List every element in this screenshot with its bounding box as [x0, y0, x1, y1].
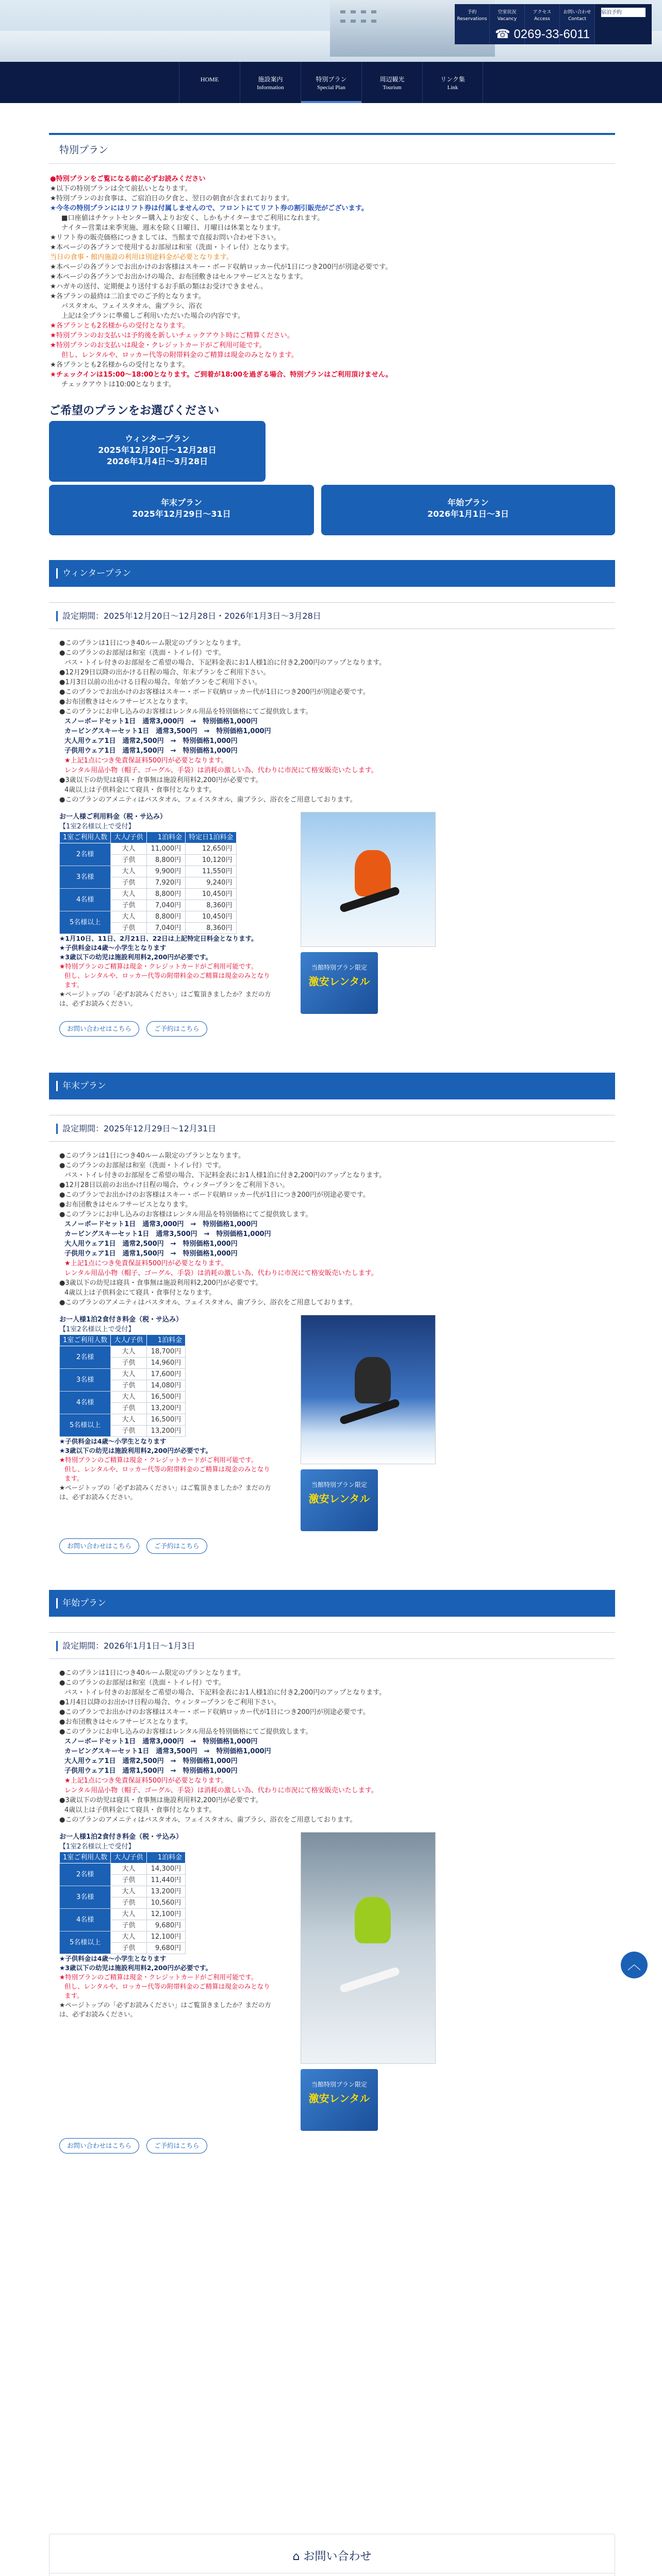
- intro-line: ★本ページの各プランでお出かけのお客様はスキー・ボード収納ロッカー代が1日につき200円が別途必要です。: [50, 263, 392, 271]
- price-table-wrap: [59, 812, 276, 1014]
- rental-badge-title: 激安レンタル: [308, 975, 370, 988]
- note-line: 但し、レンタルや、ロッカー代等の附帯料金のご精算は現金のみとなります。: [64, 1465, 270, 1482]
- intro-notice: [49, 164, 615, 389]
- top-utility-bar: [455, 4, 652, 44]
- table-cell: 大人: [111, 843, 146, 855]
- detail-line: レンタル用品小物（帽子、ゴーグル、手袋）は消耗の激しい為、代わりに市況にて格安販売いたします。: [64, 767, 378, 774]
- rental-badge-title: 激安レンタル: [308, 1493, 370, 1505]
- table-group-cell: 3名様: [60, 1369, 111, 1392]
- table-row: [60, 1414, 186, 1426]
- table-group-cell: 4名様: [60, 889, 111, 911]
- intro-line: パスタオル、フェイスタオル、歯ブラシ、浴衣: [61, 302, 202, 310]
- detail-line: ★上記1点につき免責保証料500円が必要となります。: [64, 1260, 228, 1267]
- contact-link-button[interactable]: お問い合わせはこちら: [59, 2138, 139, 2154]
- table-cell: 子供: [111, 1358, 146, 1369]
- price-table-header: 大人/子供: [111, 1852, 146, 1863]
- intro-line: ★特別プランのお食事は、ご宿泊日の夕食と、翌日の朝食が含まれております。: [50, 195, 294, 202]
- table-group-cell: 4名様: [60, 1909, 111, 1931]
- table-cell: 11,550円: [186, 866, 237, 877]
- price-table: [59, 1334, 186, 1437]
- table-cell: 子供: [111, 877, 146, 889]
- new-year-plan-button[interactable]: 年始プラン 2026年1月1日〜3日: [321, 485, 615, 535]
- plan-section-winter: [49, 560, 615, 1037]
- detail-line: ●このプランでお出かけのお客様はスキー・ボード収納ロッカー代が1日につき200円が別途必要です。: [59, 1191, 370, 1199]
- home-icon: ⌂: [292, 2550, 300, 2563]
- vacancy-link[interactable]: 空室状況 Vacancy: [490, 4, 525, 44]
- table-row: [60, 1346, 186, 1358]
- table-cell: 8,360円: [186, 900, 237, 911]
- table-cell: 12,650円: [186, 843, 237, 855]
- price-table: [59, 1852, 186, 1954]
- year-end-plan-button[interactable]: 年末プラン 2025年12月29日〜31日: [49, 485, 314, 535]
- contact-title: ⌂ お問い合わせ: [49, 2534, 615, 2573]
- table-cell: 大人: [111, 1369, 146, 1380]
- table-cell: 7,040円: [146, 900, 186, 911]
- detail-line: カービングスキーセット1日 通常3,500円 → 特別価格1,000円: [64, 1230, 271, 1238]
- rental-badge-label: 当館特別プラン限定: [311, 1481, 367, 1488]
- table-cell: 9,680円: [146, 1920, 186, 1931]
- price-table-subtitle: 【1室2名様以上で受付】: [59, 1326, 135, 1333]
- table-cell: 7,920円: [146, 877, 186, 889]
- snowboard: [339, 1967, 400, 1993]
- note-line: 但し、レンタルや、ロッカー代等の附帯料金のご精算は現金のみとなります。: [64, 972, 270, 989]
- note-line: ★特別プランのご精算は現金・クレジットカードがご利用可能です。: [59, 1973, 258, 1981]
- detail-line: レンタル用品小物（帽子、ゴーグル、手袋）は消耗の激しい為、代わりに市況にて格安販売いたします。: [64, 1269, 378, 1277]
- plan-price-grid: [59, 812, 605, 1014]
- reserve-link-button[interactable]: ご予約はこちら: [146, 1021, 207, 1037]
- table-group-cell: 5名様以上: [60, 911, 111, 934]
- reservations-link[interactable]: 予約 Reservations: [455, 4, 490, 44]
- plan-period: 設定期間：2026年1月1日〜1月3日: [49, 1632, 615, 1659]
- price-table-header: 特定日1泊料金: [186, 832, 237, 843]
- detail-line: ●このプランのアメニティはバスタオル、フェイスタオル、歯ブラシ、浴衣をご用意しております。: [59, 1816, 357, 1824]
- detail-line: ●このプランでお出かけのお客様はスキー・ボード収納ロッカー代が1日につき200円が別途必要です。: [59, 688, 370, 696]
- reserve-link-button[interactable]: ご予約はこちら: [146, 1538, 207, 1554]
- plan-details: [49, 1142, 615, 1554]
- plan-select-buttons: [49, 421, 615, 524]
- intro-line: ナイター営業は来季実施、週末を除く日曜日、月曜日は休業となります。: [61, 224, 285, 232]
- table-cell: 14,080円: [146, 1380, 186, 1392]
- note-line: ★特別プランのご精算は現金・クレジットカードがご利用可能です。: [59, 1456, 258, 1464]
- table-group-cell: 2名様: [60, 1863, 111, 1886]
- snowboarder-photo: [301, 812, 436, 947]
- intro-line: ★リフト券の販売価格につきましては、当館まで直接お問い合わせ下さい。: [50, 234, 280, 242]
- table-cell: 大人: [111, 1346, 146, 1358]
- detail-line: ●お布団敷きはセルフサービスとなります。: [59, 1201, 192, 1209]
- table-cell: 13,200円: [146, 1403, 186, 1414]
- plan-section-year-end: [49, 1073, 615, 1554]
- detail-line: スノーボードセット1日 通常3,000円 → 特別価格1,000円: [64, 1221, 258, 1228]
- table-cell: 8,800円: [146, 889, 186, 900]
- nav-link[interactable]: リンク集 Link: [422, 62, 483, 103]
- detail-line: ●このプランのお部屋は和室（洗面・トイレ付）です。: [59, 649, 225, 657]
- table-cell: 17,600円: [146, 1369, 186, 1380]
- detail-line: ●このプランにお申し込みのお客様はレンタル用品を特別価格にてご提供致します。: [59, 1728, 312, 1736]
- plan-links: [59, 1538, 605, 1554]
- detail-line: 子供用ウェア1日 通常1,500円 → 特別価格1,000円: [64, 747, 238, 755]
- table-row: [60, 1886, 186, 1897]
- detail-line: 4歳以上は子供料金にて寝具・食事付となります。: [64, 1806, 216, 1814]
- detail-line: レンタル用品小物（帽子、ゴーグル、手袋）は消耗の激しい為、代わりに市況にて格安販売いたします。: [64, 1787, 378, 1794]
- table-cell: 子供: [111, 1403, 146, 1414]
- table-group-cell: 5名様以上: [60, 1931, 111, 1954]
- intro-line: 当日の食事・館内施設の利用は別途料金が必要となります。: [50, 253, 234, 261]
- price-table-header: 1泊料金: [146, 832, 186, 843]
- table-row: [60, 866, 237, 877]
- table-cell: 12,100円: [146, 1909, 186, 1920]
- table-cell: 8,800円: [146, 855, 186, 866]
- table-row: [60, 889, 237, 900]
- detail-line: ●このプランのアメニティはバスタオル、フェイスタオル、歯ブラシ、浴衣をご用意しております。: [59, 796, 357, 804]
- detail-line: 大人用ウェア1日 通常2,500円 → 特別価格1,000円: [64, 737, 238, 745]
- phone-icon: ☎: [494, 27, 510, 41]
- rental-badge-title: 激安レンタル: [308, 2092, 370, 2105]
- table-cell: 11,000円: [146, 843, 186, 855]
- detail-line: ●お布団敷きはセルフサービスとなります。: [59, 1718, 192, 1726]
- note-line: 但し、レンタルや、ロッカー代等の附帯料金のご精算は現金のみとなります。: [64, 1982, 270, 1999]
- contact-box: [49, 2534, 615, 2576]
- detail-line: 子供用ウェア1日 通常1,500円 → 特別価格1,000円: [64, 1250, 238, 1258]
- detail-line: カービングスキーセット1日 通常3,500円 → 特別価格1,000円: [64, 727, 271, 735]
- detail-line: バス・トイレ付きのお部屋をご希望の場合、下記料金表にお1人様1泊に付き2,200円のアップとなります。: [64, 1689, 386, 1697]
- plan-select-title: ご希望のプランをお選びください: [49, 404, 220, 417]
- detail-line: バス・トイレ付きのお部屋をご希望の場合、下記料金表にお1人様1泊に付き2,200円のアップとなります。: [64, 1172, 386, 1179]
- rental-badge-label: 当館特別プラン限定: [311, 964, 367, 971]
- note-line: ★ページトップの「必ずお読みください」はご覧頂きましたか？まだの方は、必ずお読みください。: [59, 2001, 271, 2018]
- table-cell: 11,440円: [146, 1875, 186, 1886]
- detail-line: バス・トイレ付きのお部屋をご希望の場合、下記料金表にお1人様1泊に付き2,200円のアップとなります。: [64, 659, 386, 667]
- nav-special-plan[interactable]: 特別プラン Special Plan: [301, 62, 361, 103]
- table-cell: 大人: [111, 911, 146, 923]
- intro-line: ★特別プランのお支払いは現金・クレジットカードがご利用可能です。: [50, 342, 266, 349]
- table-cell: 大人: [111, 889, 146, 900]
- price-table-header: 1室ご利用人数: [60, 832, 111, 843]
- plan-heading: 年末プラン: [49, 1073, 615, 1099]
- price-table-title: お一人様1泊2食付き料金（税・サ込み）: [59, 1316, 183, 1324]
- table-cell: 12,100円: [146, 1931, 186, 1943]
- intro-line: ★本ページの各プランで使用するお部屋は和室（洗面・トイレ付）となります。: [50, 244, 293, 251]
- table-cell: 子供: [111, 923, 146, 934]
- rental-badge: [301, 2069, 378, 2131]
- table-cell: 18,700円: [146, 1346, 186, 1358]
- detail-line: 大人用ウェア1日 通常2,500円 → 特別価格1,000円: [64, 1240, 238, 1248]
- plan-period: 設定期間：2025年12月29日〜12月31日: [49, 1115, 615, 1142]
- detail-line: ●このプランのお部屋は和室（洗面・トイレ付）です。: [59, 1162, 225, 1170]
- intro-line: ★特別プランのお支払いは予約後を新しいチェックアウト時にご精算ください。: [50, 332, 294, 340]
- plan-details: [49, 1659, 615, 2154]
- table-cell: 子供: [111, 900, 146, 911]
- table-group-cell: 4名様: [60, 1392, 111, 1414]
- detail-line: ●3歳以下の幼児は寝具・食事無は施設利用料2,200円が必要です。: [59, 1797, 262, 1804]
- note-line: ★ページトップの「必ずお読みください」はご覧頂きましたか？まだの方は、必ずお読みください。: [59, 990, 271, 1007]
- table-cell: 子供: [111, 1380, 146, 1392]
- table-cell: 大人: [111, 866, 146, 877]
- table-cell: 13,200円: [146, 1426, 186, 1437]
- price-table-title: お一人様1泊2食付き料金（税・サ込み）: [59, 1833, 183, 1841]
- note-line: ★子供料金は4歳〜小学生となります: [59, 1955, 167, 1962]
- table-cell: 大人: [111, 1931, 146, 1943]
- main-nav: [0, 62, 662, 103]
- detail-line: 4歳以上は子供料金にて寝具・食事付となります。: [64, 1289, 216, 1297]
- site-header: [0, 0, 662, 103]
- detail-line: ●このプランにお申し込みのお客様はレンタル用品を特別価格にてご提供致します。: [59, 708, 312, 716]
- intro-line: ★以下の特別プランは全て前払いとなります。: [50, 185, 192, 193]
- price-table-wrap: [59, 1832, 276, 2131]
- table-cell: 14,300円: [146, 1863, 186, 1875]
- detail-line: ●3歳以下の幼児は寝具・食事無は施設利用料2,200円が必要です。: [59, 776, 262, 784]
- table-cell: 大人: [111, 1414, 146, 1426]
- intro-line: ★各プランの最終は二泊までのご予約となります。: [50, 293, 205, 300]
- main-content: [49, 133, 615, 2154]
- page-title: 特別プラン: [49, 135, 615, 164]
- table-row: [60, 1931, 186, 1943]
- table-cell: 子供: [111, 1875, 146, 1886]
- table-row: [60, 1909, 186, 1920]
- winter-plan-button[interactable]: ウィンタープラン 2025年12月20日〜12月28日 2026年1月4日〜3月28日: [49, 421, 266, 482]
- intro-line: ★各プランとも2名様からの受付となります。: [50, 322, 189, 330]
- table-row: [60, 911, 237, 923]
- plan-price-grid: [59, 1832, 605, 2131]
- table-cell: 9,240円: [186, 877, 237, 889]
- table-group-cell: 5名様以上: [60, 1414, 111, 1437]
- snowboarder-photo: [301, 1832, 436, 2064]
- detail-line: ●このプランでお出かけのお客様はスキー・ボード収納ロッカー代が1日につき200円が別途必要です。: [59, 1708, 370, 1716]
- contact-link[interactable]: お問い合わせ Contact: [560, 4, 595, 44]
- table-row: [60, 1392, 186, 1403]
- table-cell: 10,120円: [186, 855, 237, 866]
- detail-line: ●お布団敷きはセルフサービスとなります。: [59, 698, 192, 706]
- price-table-subtitle: 【1室2名様以上で受付】: [59, 1843, 135, 1851]
- table-cell: 9,900円: [146, 866, 186, 877]
- price-table: [59, 832, 237, 934]
- detail-line: ●3歳以下の幼児は寝具・食事無は施設利用料2,200円が必要です。: [59, 1279, 262, 1287]
- nav-home[interactable]: HOME: [179, 62, 240, 103]
- table-cell: 9,680円: [146, 1943, 186, 1954]
- table-cell: 13,200円: [146, 1886, 186, 1897]
- note-line: ★1月10日、11日、2月21日、22日は上記特定日料金となります。: [59, 935, 258, 942]
- note-line: ★特別プランのご精算は現金・クレジットカードがご利用可能です。: [59, 962, 258, 970]
- table-group-cell: 2名様: [60, 843, 111, 866]
- reserve-link-button[interactable]: ご予約はこちら: [146, 2138, 207, 2154]
- price-table-header: 1室ご利用人数: [60, 1852, 111, 1863]
- note-line: ★3歳以下の幼児は施設利用料2,200円が必要です。: [59, 953, 212, 961]
- detail-line: ●このプランは1日につき40ルーム限定のプランとなります。: [59, 639, 245, 647]
- price-table-header: 大人/子供: [111, 1335, 146, 1346]
- table-cell: 子供: [111, 1920, 146, 1931]
- detail-line: ●このプランにお申し込みのお客様はレンタル用品を特別価格にてご提供致します。: [59, 1211, 312, 1218]
- table-cell: 10,450円: [186, 911, 237, 923]
- table-cell: 16,500円: [146, 1392, 186, 1403]
- price-table-header: 1室ご利用人数: [60, 1335, 111, 1346]
- note-line: ★3歳以下の幼児は施設利用料2,200円が必要です。: [59, 1447, 212, 1454]
- table-group-cell: 3名様: [60, 1886, 111, 1909]
- intro-line: ★今冬の特別プランにはリフト券は付属しませんので、フロントにてリフト券の割引販売がございます。: [50, 205, 369, 212]
- table-cell: 大人: [111, 1909, 146, 1920]
- table-cell: 8,360円: [186, 923, 237, 934]
- detail-line: ●このプランは1日につき40ルーム限定のプランとなります。: [59, 1669, 245, 1677]
- detail-line: ●12月29日以降の出かける日程の場合、年末プランをご利用下さい。: [59, 669, 270, 676]
- plan-details: [49, 629, 615, 1037]
- intro-line: ●特別プランをご覧になる前に必ずお読みください: [50, 175, 206, 183]
- table-cell: 8,800円: [146, 911, 186, 923]
- price-table-wrap: [59, 1315, 276, 1531]
- detail-line: ●このプランのアメニティはバスタオル、フェイスタオル、歯ブラシ、浴衣をご用意しております。: [59, 1299, 357, 1307]
- table-cell: 大人: [111, 1392, 146, 1403]
- plan-photo-column: [301, 812, 436, 1014]
- contact-link-button[interactable]: お問い合わせはこちら: [59, 1538, 139, 1554]
- back-to-top-button[interactable]: [621, 1952, 648, 1978]
- intro-line: ■口座値はチケットセンター購入よりお安く、しかもナイターまでご利用になれます。: [61, 214, 324, 222]
- note-line: ★子供料金は4歳〜小学生となります: [59, 944, 167, 952]
- rental-badge: [301, 952, 378, 1014]
- intro-line: ★本ページの各プランでお出かけの場合、お布団敷きはセルフサービスとなります。: [50, 273, 307, 281]
- header-phone-number: 0269-33-6011: [514, 27, 590, 41]
- access-link[interactable]: アクセス Access: [525, 4, 560, 44]
- detail-line: 子供用ウェア1日 通常1,500円 → 特別価格1,000円: [64, 1767, 238, 1775]
- detail-line: 大人用ウェア1日 通常2,500円 → 特別価格1,000円: [64, 1757, 238, 1765]
- detail-line: 4歳以上は子供料金にて寝具・食事付となります。: [64, 786, 216, 794]
- detail-line: スノーボードセット1日 通常3,000円 → 特別価格1,000円: [64, 1738, 258, 1745]
- plan-links: [59, 2138, 605, 2154]
- chevron-up-icon: ︿: [627, 1957, 641, 1973]
- table-cell: 子供: [111, 1943, 146, 1954]
- rental-badge-label: 当館特別プラン限定: [311, 2081, 367, 2088]
- detail-line: ●12月28日以前のお出かけ日程の場合、ウィンタープランをご利用下さい。: [59, 1181, 289, 1189]
- detail-line: カービングスキーセット1日 通常3,500円 → 特別価格1,000円: [64, 1748, 271, 1755]
- intro-line: 上記は全プランに準備しご利用いただいた場合の内容です。: [61, 312, 245, 320]
- nav-tourism[interactable]: 周辺観光 Tourism: [361, 62, 422, 103]
- table-group-cell: 3名様: [60, 866, 111, 889]
- table-row: [60, 1369, 186, 1380]
- snowboarder-figure: [355, 1357, 391, 1403]
- plan-heading: ウィンタープラン: [49, 560, 615, 587]
- header-phone[interactable]: [455, 27, 630, 42]
- price-table-header: 1泊料金: [146, 1335, 186, 1346]
- intro-line: 但し、レンタルや、ロッカー代等の附帯料金のご精算は現金のみとなります。: [61, 351, 299, 359]
- price-table-subtitle: 【1室2名様以上で受付】: [59, 823, 135, 831]
- intro-line: ★各プランとも2名様からの受付となります。: [50, 361, 189, 369]
- book-button[interactable]: 宿泊予約: [601, 7, 646, 18]
- table-cell: 子供: [111, 855, 146, 866]
- price-table-header: 大人/子供: [111, 832, 146, 843]
- table-cell: 大人: [111, 1886, 146, 1897]
- table-row: [60, 1863, 186, 1875]
- table-row: [60, 843, 237, 855]
- detail-line: ★上記1点につき免責保証料500円が必要となります。: [64, 1777, 228, 1785]
- detail-line: ●このプランは1日につき40ルーム限定のプランとなります。: [59, 1152, 245, 1160]
- table-cell: 16,500円: [146, 1414, 186, 1426]
- snowboarder-figure: [355, 850, 391, 896]
- plan-heading: 年始プラン: [49, 1590, 615, 1617]
- plan-photo-column: [301, 1832, 436, 2131]
- intro-line: ★チェックインは15:00〜18:00となります。ご到着が18:00を過ぎる場合、特別プランはご利用頂けません。: [50, 371, 392, 379]
- note-line: ★3歳以下の幼児は施設利用料2,200円が必要です。: [59, 1964, 212, 1972]
- table-cell: 子供: [111, 1897, 146, 1909]
- note-line: ★子供料金は4歳〜小学生となります: [59, 1437, 167, 1445]
- snowboarder-photo: [301, 1315, 436, 1464]
- detail-line: ★上記1点につき免責保証料500円が必要となります。: [64, 757, 228, 765]
- rental-badge: [301, 1469, 378, 1531]
- price-table-title: お一人様ご利用料金（税・サ込み）: [59, 813, 167, 821]
- contact-link-button[interactable]: お問い合わせはこちら: [59, 1021, 139, 1037]
- nav-information[interactable]: 施設案内 Information: [240, 62, 301, 103]
- table-cell: 7,040円: [146, 923, 186, 934]
- table-cell: 14,960円: [146, 1358, 186, 1369]
- detail-line: ●このプランのお部屋は和室（洗面・トイレ付）です。: [59, 1679, 225, 1687]
- intro-line: チェックアウトは10:00となります。: [61, 381, 176, 388]
- table-cell: 大人: [111, 1863, 146, 1875]
- price-table-header: 1泊料金: [146, 1852, 186, 1863]
- table-cell: 子供: [111, 1426, 146, 1437]
- plan-section-new-year: [49, 1590, 615, 2154]
- note-line: ★ページトップの「必ずお読みください」はご覧頂きましたか？まだの方は、必ずお読みください。: [59, 1484, 271, 1501]
- plans-container: [49, 560, 615, 2154]
- snowboarder-figure: [355, 1897, 391, 1943]
- table-cell: 10,560円: [146, 1897, 186, 1909]
- detail-line: ●1月3日以前の出かける日程の場合、年始プランをご利用下さい。: [59, 679, 261, 686]
- plan-price-grid: [59, 1315, 605, 1531]
- detail-line: ●1月4日以降のお出かけ日程の場合、ウィンタープランをご利用下さい。: [59, 1699, 280, 1706]
- intro-line: ★ハガキの送付、定期便より送付するお手紙の類はお受けできません。: [50, 283, 268, 291]
- detail-line: スノーボードセット1日 通常3,000円 → 特別価格1,000円: [64, 718, 258, 725]
- table-cell: 10,450円: [186, 889, 237, 900]
- plan-period: 設定期間：2025年12月20日〜12月28日・2026年1月3日〜3月28日: [49, 602, 615, 629]
- plan-links: [59, 1021, 605, 1037]
- plan-photo-column: [301, 1315, 436, 1531]
- table-group-cell: 2名様: [60, 1346, 111, 1369]
